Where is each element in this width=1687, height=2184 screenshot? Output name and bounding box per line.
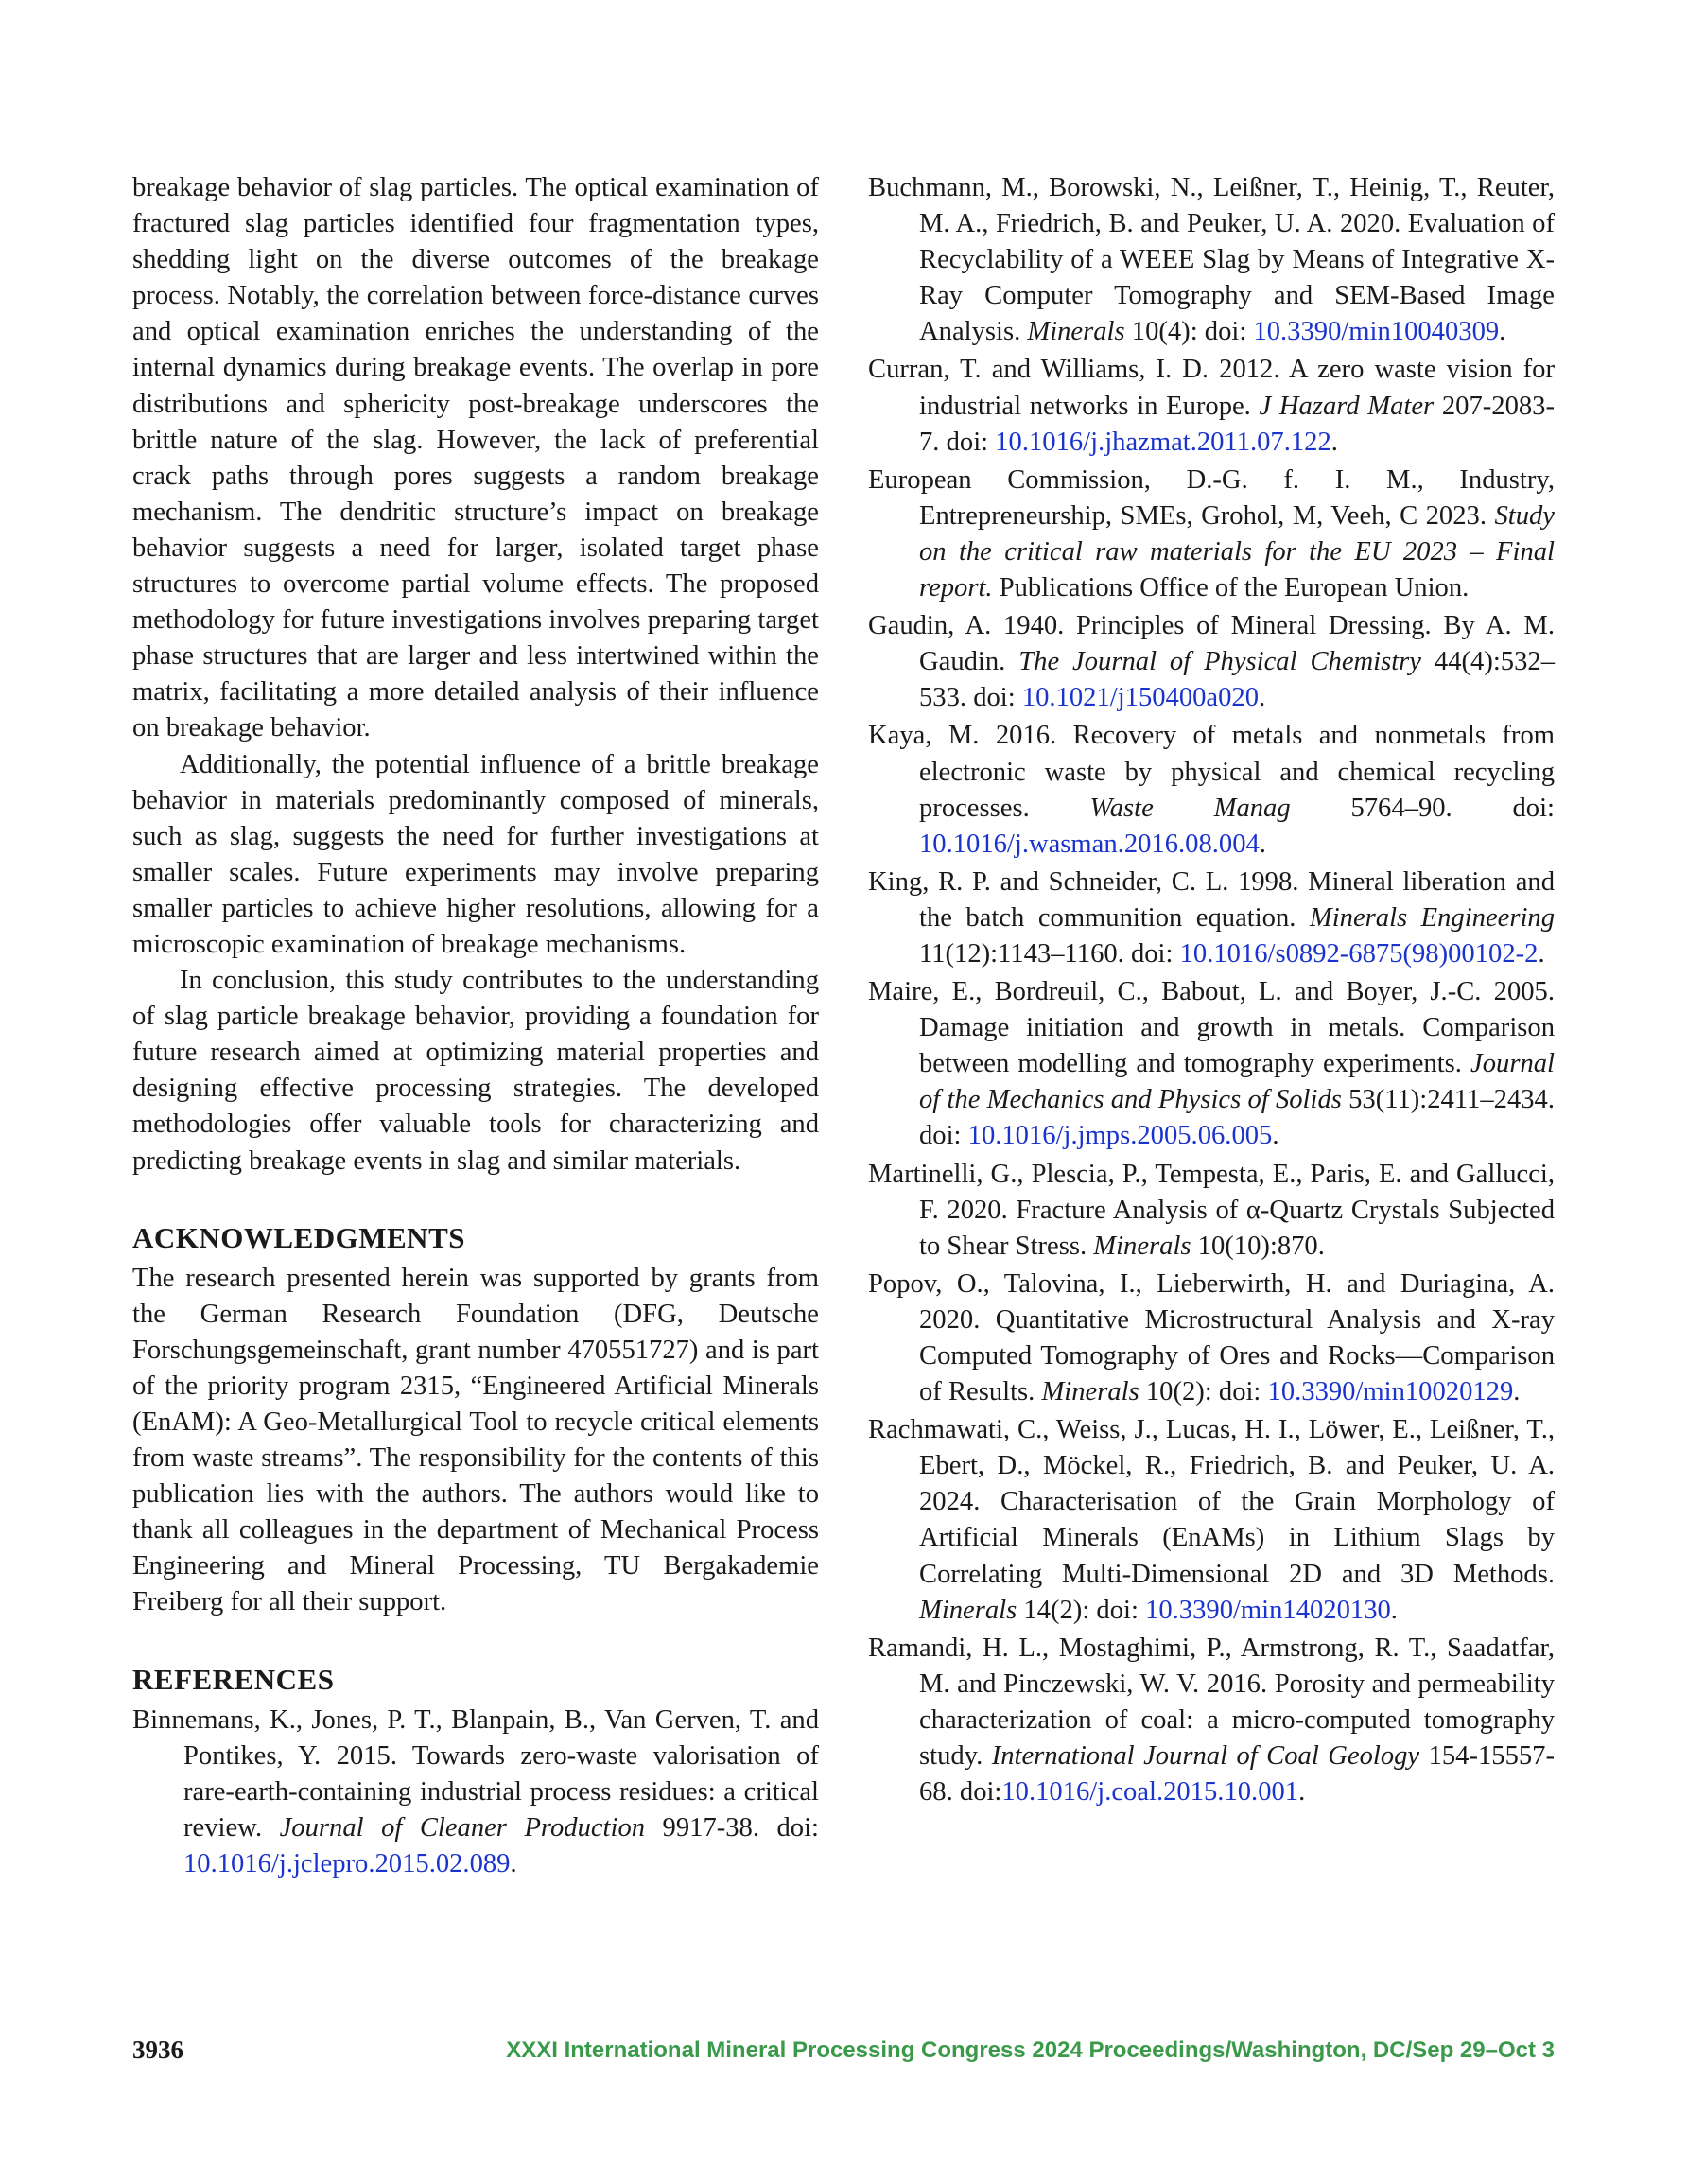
reference-authors-title: Binnemans, K., Jones, P. T., Blanpain, B., Van Gerven, T. and Pontikes, Y. 2015. Towards zero-waste valorisation of rare-earth-containing industrial process residues: a critical review. [132,1704,819,1843]
acknowledgments-text: The research presented herein was supported by grants from the German Research Foundation (DFG, Deutsche Forschungsgemeinschaft, grant number 470551727) and is part of the priority program 2315, “Engineered Artificial Minerals (EnAM): A Geo-Metallurgical Tool to recycle critical elements from waste streams”. The responsibility for the contents of this publication lies with the authors. The authors would like to thank all colleagues in the department of Mechanical Process Engineering and Mineral Processing, TU Bergakademie Freiberg for all their support. [132,1263,819,1617]
reference-journal: International Journal of Coal Geology [991,1741,1420,1772]
reference-volume: 14(2): doi: [1017,1595,1146,1625]
reference-journal: Journal of the Mechanics and Physics of Solids [919,1049,1555,1115]
reference-doi-link[interactable]: 10.3390/min10020129 [1267,1377,1514,1407]
reference-end: . [1259,829,1266,859]
reference-entry [868,1412,1555,1629]
reference-end: . [1538,938,1545,969]
reference-entry [868,1267,1555,1410]
reference-volume: 10(10):870. [1191,1231,1325,1261]
reference-authors-title: Kaya, M. 2016. Recovery of metals and nonmetals from electronic waste by physical and chemical recycling processes. [868,721,1555,823]
reference-end: . [1330,427,1338,457]
page-footer [132,2035,1555,2073]
reference-doi-link[interactable]: 10.3390/min14020130 [1145,1595,1391,1625]
reference-journal: Minerals [1041,1377,1139,1407]
reference-journal: Minerals [919,1595,1017,1625]
reference-authors-title: Maire, E., Bordreuil, C., Babout, L. and Boyer, J.-C. 2005. Damage initiation and growth in metals. Comparison between modelling and tomography experiments. [868,977,1555,1079]
reference-entry [868,718,1555,862]
reference-journal: Minerals [1027,317,1125,347]
reference-doi-link[interactable]: 10.1016/j.jhazmat.2011.07.122 [995,427,1331,457]
reference-doi-link[interactable]: 10.1016/j.coal.2015.10.001 [1001,1777,1299,1808]
reference-volume: 9917-38. doi: [645,1812,819,1843]
right-column [868,170,1555,1812]
reference-end: . [510,1848,517,1878]
reference-end: . [1499,317,1506,347]
references-heading: REFERENCES [132,1662,335,1696]
reference-entry [868,974,1555,1154]
reference-authors-title: Curran, T. and Williams, I. D. 2012. A zero waste vision for industrial networks in Europe. [868,355,1555,421]
reference-authors-title: European Commission, D.-G. f. I. M., Industry, Entrepreneurship, SMEs, Grohol, M, Veeh, C 2023. [868,464,1555,531]
reference-journal: Journal of Cleaner Production [279,1812,646,1843]
reference-authors-title: Popov, O., Talovina, I., Lieberwirth, H. and Duriagina, A. 2020. Quantitative Microstructural Analysis and X-ray Computed Tomography of Ores and Rocks—Comparison of Results. [868,1268,1555,1407]
body-paragraph: breakage behavior of slag particles. The optical examination of fractured slag particles identified four fragmentation types, shedding light on the diverse outcomes of the breakage process. Notably, the correlation between force-distance curves and optical examination enriches the understanding of the internal dynamics during breakage events. The overlap in pore distributions and sphericity post-breakage underscores the brittle nature of the slag. However, the lack of preferential crack paths through pores suggests a random breakage mechanism. The dendritic structure’s impact on breakage behavior suggests a need for larger, isolated target phase structures to overcome partial volume effects. The proposed methodology for future investigations involves preparing target phase structures that are larger and less intertwined within the matrix, facilitating a more detailed analysis of their influence on breakage behavior. [132,173,819,743]
reference-end: . [1259,683,1266,713]
left-column [132,170,819,1884]
reference-journal: J Hazard Mater [1259,391,1435,421]
reference-volume: 154-15557-68. doi: [919,1741,1555,1808]
reference-list-left [132,1703,819,1882]
reference-volume: 5764–90. doi: [1290,793,1555,823]
reference-journal: Waste Manag [1089,793,1291,823]
reference-list-right [868,170,1555,1810]
reference-authors-title: Rachmawati, C., Weiss, J., Lucas, H. I., Löwer, E., Leißner, T., Ebert, D., Möckel, R., Friedrich, B. and Peuker, U. A. 2024. Characterisation of the Grain Morphology of Artificial Minerals (EnAMs) in Lithium Slags by Correlating Multi-Dimensional 2D and 3D Methods. [868,1415,1555,1589]
reference-doi-link[interactable]: 10.1016/j.wasman.2016.08.004 [919,829,1260,859]
reference-volume: 207-2083-7. doi: [919,391,1555,457]
reference-end: . [1513,1377,1521,1407]
reference-end: . [1298,1777,1306,1808]
reference-doi-link[interactable]: 10.1016/s0892-6875(98)00102-2 [1179,938,1539,969]
page-number: 3936 [132,2035,183,2064]
reference-journal: Minerals [1093,1231,1191,1261]
reference-entry [868,608,1555,716]
reference-end: . [1272,1121,1279,1151]
footer-proceedings-title: XXXI International Mineral Processing Congress 2024 Proceedings/Washington, DC/Sep 29–Oct 3 [506,2037,1555,2063]
reference-authors-title: Buchmann, M., Borowski, N., Leißner, T., Heinig, T., Reuter, M. A., Friedrich, B. and Peuker, U. A. 2020. Evaluation of Recyclability of a WEEE Slag by Means of Integrative X-Ray Computer Tomography and SEM-Based Image Analysis. [868,173,1555,347]
reference-entry [868,865,1555,972]
body-paragraph: In conclusion, this study contributes to the understanding of slag particle breakage behavior, providing a foundation for future research aimed at optimizing material properties and designing effective processing strategies. The developed methodologies offer valuable tools for characterizing and predicting breakage events in slag and similar materials. [132,966,819,1176]
reference-doi-link[interactable]: 10.1021/j150400a020 [1021,683,1260,713]
reference-volume: 11(12):1143–1160. doi: [919,938,1180,969]
body-paragraph: Additionally, the potential influence of a brittle breakage behavior in materials predominantly composed of minerals, such as slag, suggests the need for further investigations at smaller scales. Future experiments may involve preparing smaller particles to achieve higher resolutions, allowing for a microscopic examination of breakage mechanisms. [132,749,819,959]
reference-volume: 10(4): doi: [1124,317,1254,347]
reference-journal: The Journal of Physical Chemistry [1018,647,1422,677]
reference-entry [868,463,1555,606]
reference-doi-link[interactable]: 10.3390/min10040309 [1253,317,1500,347]
reference-entry [868,352,1555,460]
reference-authors-title: Martinelli, G., Plescia, P., Tempesta, E., Paris, E. and Gallucci, F. 2020. Fracture Analysis of α-Quartz Crystals Subjected to Shear Stress. [868,1159,1555,1261]
reference-authors-title: King, R. P. and Schneider, C. L. 1998. Mineral liberation and the batch communition equation. [868,866,1555,933]
reference-journal: Study on the critical raw materials for the EU 2023 – Final report. [919,500,1555,603]
reference-doi-link[interactable]: 10.1016/j.jclepro.2015.02.089 [183,1848,511,1878]
reference-volume: 44(4):532–533. doi: [919,647,1555,713]
reference-volume: Publications Office of the European Union. [992,573,1470,603]
reference-volume: 10(2): doi: [1139,1377,1268,1407]
reference-entry [132,1703,819,1882]
acknowledgments-heading: ACKNOWLEDGMENTS [132,1220,465,1254]
reference-volume: 53(11):2411–2434. doi: [919,1085,1555,1151]
reference-entry [868,170,1555,350]
reference-journal: Minerals Engineering [1309,902,1556,933]
reference-entry [868,1631,1555,1810]
reference-doi-link[interactable]: 10.1016/j.jmps.2005.06.005 [967,1121,1273,1151]
reference-authors-title: Gaudin, A. 1940. Principles of Mineral Dressing. By A. M. Gaudin. [868,611,1555,677]
reference-end: . [1390,1595,1398,1625]
reference-entry [868,1157,1555,1265]
reference-authors-title: Ramandi, H. L., Mostaghimi, P., Armstrong, R. T., Saadatfar, M. and Pinczewski, W. V. 2016. Porosity and permeability characterization of coal: a micro-computed tomography study. [868,1633,1555,1772]
